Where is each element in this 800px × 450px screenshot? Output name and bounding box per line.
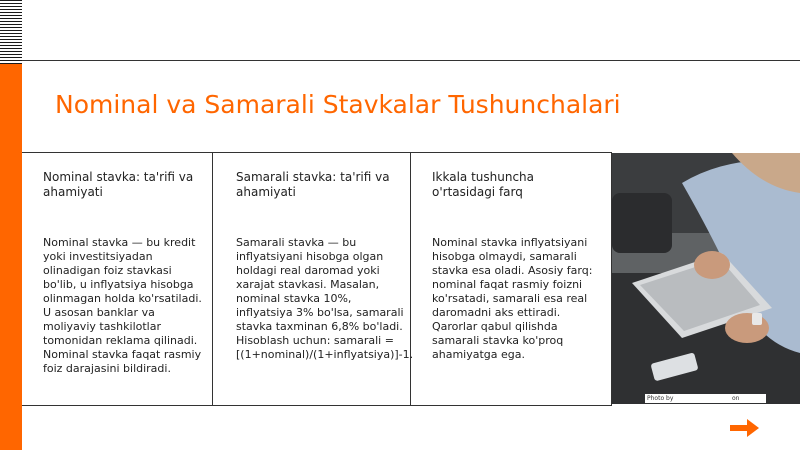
slide-title: Nominal va Samarali Stavkalar Tushunchalari [55,90,621,119]
column-text-farq: Nominal stavka inflyatsiyani hisobga olmaydi, samarali stavka esa oladi. Asosiy farq: nominal faqat rasmiy foizni ko'rsatadi, samarali esa real daromadni aks ettiradi. Qarorlar qabul qilishda samarali stavka ko'proq ahamiyatga ega. [432,236,593,361]
column-heading-nominal: Nominal stavka: ta'rifi va ahamiyati [43,170,194,199]
photo-credit [645,394,766,403]
column-heading-samarali: Samarali stavka: ta'rifi va ahamiyati [236,170,390,199]
barcode-decoration [0,0,22,64]
photo-credit-on: on [732,395,740,402]
laptop-photo [612,153,800,404]
photo-credit-by: Photo by [647,395,674,402]
column-text-nominal: Nominal stavka — bu kredit yoki investitsiyadan olinadigan foiz stavkasi bo'lib, u inflyatsiya hisobga olinmagan holda ko'rsatiladi. U asosan banklar va moliyaviy tashkilotlar tomonidan reklama qilinadi. Nominal stavka faqat rasmiy foiz darajasini bildiradi. [43,236,202,375]
header-divider [22,60,800,61]
left-accent-bar [0,0,22,450]
photo-illustration [612,153,800,404]
arrow-right-icon[interactable] [730,418,760,438]
column-heading-farq: Ikkala tushuncha o'rtasidagi farq [432,170,535,199]
column-text-samarali: Samarali stavka — bu inflyatsiyani hisobga olgan holdagi real daromad yoki xarajat stavkasi. Masalan, nominal stavka 10%, inflyatsiya 3% bo'lsa, samarali stavka taxminan 6,8% bo'ladi. Hisoblash uchun: samarali = [(1+nominal)/(1+inflyatsiya)]-1. [236,236,414,361]
